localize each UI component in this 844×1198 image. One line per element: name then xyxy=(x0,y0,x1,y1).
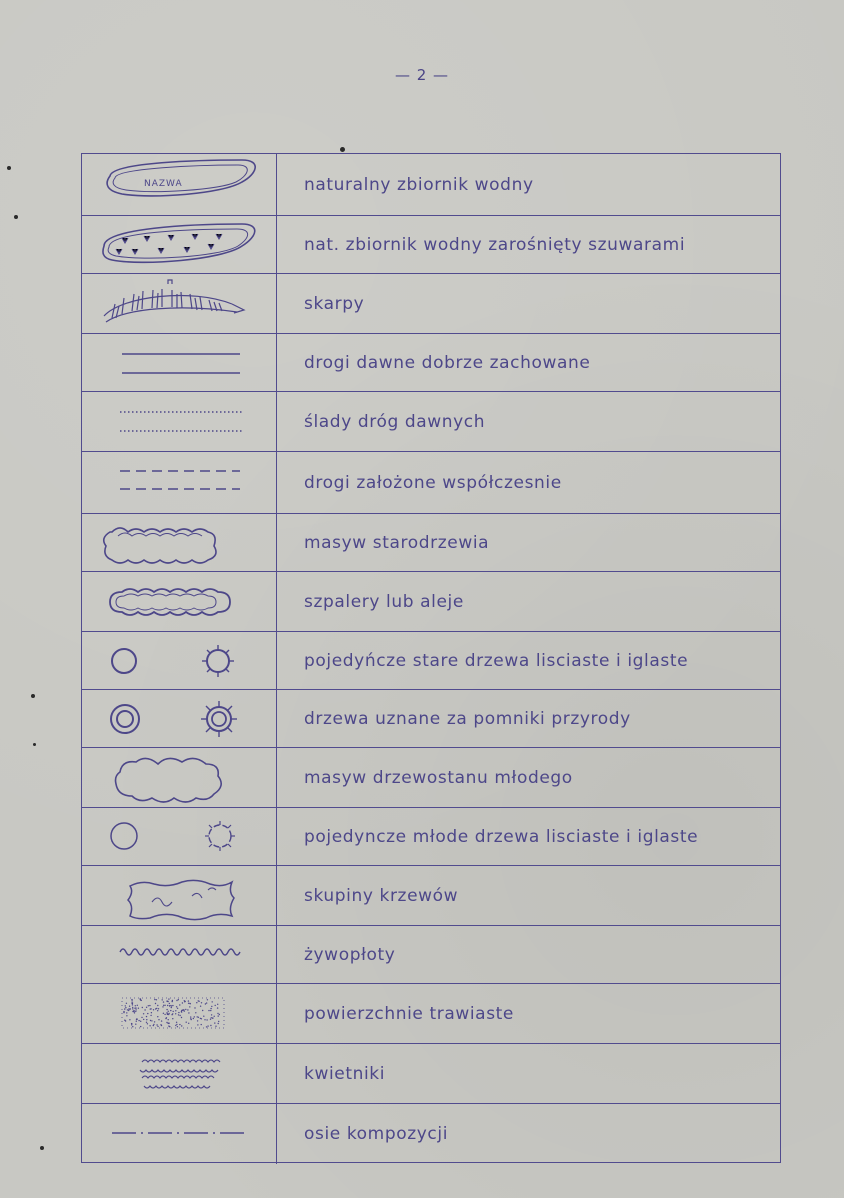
symbol-cell xyxy=(82,984,277,1043)
monument-trees-icon xyxy=(82,690,277,748)
symbol-cell xyxy=(82,808,277,865)
legend-label: skarpy xyxy=(304,293,365,314)
legend-label: pojedyńcze stare drzewa lisciaste i iglaste xyxy=(304,650,689,671)
legend-row xyxy=(82,926,780,984)
legend-row xyxy=(82,748,780,808)
legend-row xyxy=(82,1044,780,1104)
symbol-cell xyxy=(82,748,277,807)
escarpment-icon xyxy=(82,274,277,334)
legend-row xyxy=(82,572,780,632)
legend-row xyxy=(82,984,780,1044)
legend-label: pojedyncze młode drzewa lisciaste i iglaste xyxy=(304,826,699,847)
symbol-cell xyxy=(82,514,277,571)
water-body-name-label: NAZWA xyxy=(144,179,183,189)
legend-label: skupiny krzewów xyxy=(304,885,459,906)
paper-speck xyxy=(14,215,18,219)
legend-row xyxy=(82,452,780,514)
legend-row xyxy=(82,1104,780,1164)
old-trees-icon xyxy=(82,632,277,690)
young-tree-mass-icon xyxy=(82,748,277,808)
symbol-cell xyxy=(82,926,277,983)
flowerbed-icon xyxy=(82,1044,277,1104)
symbol-cell xyxy=(82,572,277,631)
legend-label: masyw starodrzewia xyxy=(304,532,490,553)
legend-row xyxy=(82,866,780,926)
legend-label: żywopłoty xyxy=(304,944,396,965)
legend-label: kwietniki xyxy=(304,1063,386,1084)
avenue-icon xyxy=(82,572,277,632)
symbol-cell xyxy=(82,154,277,215)
water-body-icon xyxy=(82,154,277,216)
hedge-icon xyxy=(82,926,277,984)
legend-row xyxy=(82,274,780,334)
paper-speck xyxy=(340,147,345,152)
page-number: — 2 — xyxy=(394,66,450,84)
dotted-road-icon xyxy=(82,392,277,452)
grass-area-icon xyxy=(82,984,277,1044)
legend-table xyxy=(81,153,781,1163)
symbol-cell xyxy=(82,392,277,451)
legend-row xyxy=(82,334,780,392)
paper-speck xyxy=(33,743,36,746)
legend-label: ślady dróg dawnych xyxy=(304,411,486,432)
legend-label: drzewa uznane za pomniki przyrody xyxy=(304,708,631,729)
dashed-road-icon xyxy=(82,452,277,514)
paper-speck xyxy=(7,166,11,170)
legend-label: szpalery lub aleje xyxy=(304,591,464,612)
legend-label: drogi założone współczesnie xyxy=(304,472,562,493)
symbol-cell xyxy=(82,1044,277,1103)
symbol-cell xyxy=(82,334,277,391)
legend-label: naturalny zbiornik wodny xyxy=(304,174,534,195)
symbol-cell xyxy=(82,866,277,925)
symbol-cell xyxy=(82,452,277,513)
legend-label: drogi dawne dobrze zachowane xyxy=(304,352,591,373)
legend-label: osie kompozycji xyxy=(304,1124,449,1144)
symbol-cell xyxy=(82,690,277,747)
legend-row xyxy=(82,392,780,452)
legend-row xyxy=(82,808,780,866)
paper-speck xyxy=(40,1146,44,1150)
young-trees-icon xyxy=(82,808,277,866)
symbol-cell xyxy=(82,216,277,273)
legend-row xyxy=(82,690,780,748)
double-line-road-icon xyxy=(82,334,277,392)
paper-speck xyxy=(31,694,35,698)
legend-label: masyw drzewostanu młodego xyxy=(304,767,573,788)
legend-row xyxy=(82,514,780,572)
composition-axis-icon xyxy=(82,1104,277,1164)
symbol-cell xyxy=(82,632,277,689)
old-tree-mass-icon xyxy=(82,514,277,572)
legend-row xyxy=(82,632,780,690)
legend-label: nat. zbiornik wodny zarośnięty szuwarami xyxy=(304,234,686,255)
symbol-cell xyxy=(82,1104,277,1164)
overgrown-water-body-icon xyxy=(82,216,277,274)
shrub-group-icon xyxy=(82,866,277,926)
legend-label: powierzchnie trawiaste xyxy=(304,1003,514,1024)
legend-row xyxy=(82,154,780,216)
symbol-cell xyxy=(82,274,277,333)
legend-row xyxy=(82,216,780,274)
